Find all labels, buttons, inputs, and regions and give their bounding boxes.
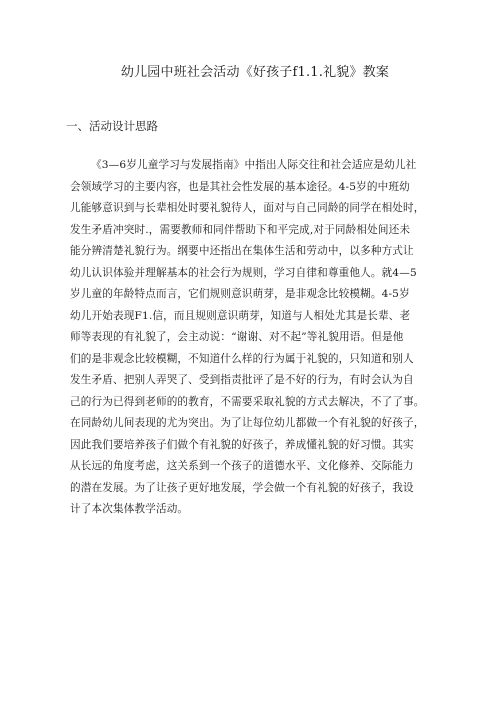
paragraph-line: 发生矛盾冲突时.，需要教师和同伴帮助下和平完成,对于同龄相处间还未 bbox=[70, 223, 411, 236]
paragraph-line: 《3—6岁儿童学习与发展指南》中指出人际交往和社会适应是幼儿社 bbox=[91, 159, 417, 171]
paragraph-line: 从长远的角度考虑，这关系到一个孩子的道德水平、文化修养、交际能力 bbox=[70, 460, 414, 472]
paragraph-line: 因此我们要培养孩子们做个有礼貌的好孩子，养成懂礼貌的好习惯。其实 bbox=[70, 438, 414, 451]
document-title: 幼儿园中班社会活动《好孩子f1.1.礼貌》教案 bbox=[120, 65, 390, 80]
section-heading: 一、活动设计思路 bbox=[66, 119, 158, 133]
paragraph-line: 的潜在发展。为了让孩子更好地发展，学会做一个有礼貌的好孩子，我设 bbox=[70, 481, 414, 494]
paragraph-line: 师等表现的有礼貌了，会主动说：“谢谢、对不起”等礼貌用语。但是他 bbox=[70, 331, 404, 343]
paragraph-line: 岁儿童的年龄特点而言，它们规则意识萌芽，是非观念比较模糊。4-5岁 bbox=[70, 288, 410, 300]
paragraph-line: 幼儿开始表现F1.信，而且规则意识萌芽，知道与人相处尤其是长辈、老 bbox=[70, 309, 411, 322]
paragraph-line: 在同龄幼儿间表现的尤为突出。为了让每位幼儿都做一个有礼貌的好孩子， bbox=[70, 417, 425, 429]
paragraph-line: 们的是非观念比较模糊，不知道什么样的行为属于礼貌的，只知道和别人 bbox=[70, 352, 414, 365]
body-paragraph bbox=[70, 155, 432, 521]
paragraph-line: 发生矛盾、把别人弄哭了、受到指责批评了是不好的行为，有时会认为自 bbox=[70, 374, 414, 386]
paragraph-line: 计了本次集体教学活动。 bbox=[70, 503, 189, 515]
paragraph-line: 能分辨清楚礼貌行为。纲要中还指出在集体生活和劳动中，以多种方式让 bbox=[70, 245, 414, 257]
paragraph-line: 会领域学习的主要内容，也是其社会性发展的基本途径。4-5岁的中班幼 bbox=[70, 180, 410, 193]
paragraph-line: 幼儿认识体验并理解基本的社会行为规则，学习自律和尊重他人。就4—5 bbox=[70, 266, 417, 279]
paragraph-line: 己的行为已得到老师的的教育，不需要采取礼貌的方式去解决，不了了事。 bbox=[70, 395, 425, 408]
paragraph-line: 儿能够意识到与长辈相处时要礼貌待人，面对与自己同龄的同学在相处时， bbox=[70, 202, 425, 214]
